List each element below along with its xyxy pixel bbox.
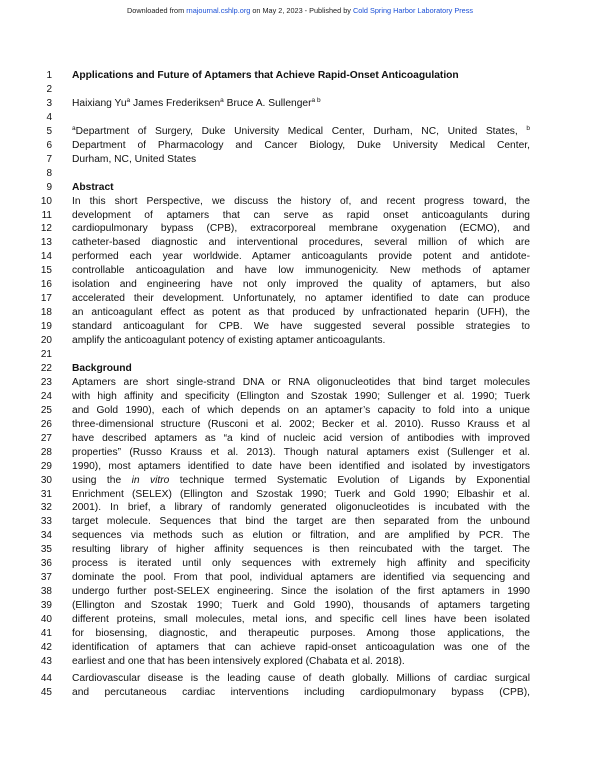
line-number: 25 — [40, 404, 52, 416]
manuscript-line — [0, 125, 600, 138]
manuscript-line — [0, 167, 600, 180]
paper-title: Applications and Future of Aptamers that Achieve Rapid-Onset Anticoagulation — [72, 70, 459, 81]
line-number: 21 — [40, 349, 52, 360]
line-number: 2 — [46, 83, 52, 95]
line-number: 23 — [40, 376, 52, 388]
manuscript-line — [0, 292, 600, 305]
line-number: 15 — [40, 265, 52, 277]
line-number: 18 — [40, 307, 52, 319]
line-number: 20 — [40, 335, 52, 346]
line-text: Enrichment (SELEX) (Ellington and Szostak 1990; Tuerk and Gold 1990; Elbashir et al. — [72, 488, 530, 500]
line-text: (Ellington and Szostak 1990; Tuerk and Gold 1990), thousands of aptamers targeting — [72, 600, 530, 612]
line-number: 6 — [46, 139, 52, 151]
line-text: Department of Pharmacology and Cancer Biology, Duke University Medical Center, — [72, 139, 530, 151]
line-text: resulting library of higher affinity sequences is then reincubated with the target. The — [72, 544, 530, 556]
line-number: 29 — [40, 460, 52, 472]
manuscript-line — [0, 557, 600, 570]
text-run: Bruce A. Sullenger — [223, 97, 312, 109]
line-number: 7 — [46, 153, 52, 165]
manuscript-line — [0, 672, 600, 685]
manuscript-line — [0, 488, 600, 501]
line-number: 3 — [46, 97, 52, 109]
manuscript-line — [0, 153, 600, 166]
line-text: In this short Perspective, we discuss the history of, and recent progress toward, the — [72, 195, 530, 207]
line-number: 33 — [40, 516, 52, 528]
line-text: properties” (Russo Krauss et al. 2013). Though natural aptamers exist (Sullenger et al. — [72, 446, 530, 458]
line-text: have described aptamers as “a kind of nucleic acid version of antibodies with improved — [72, 432, 530, 444]
line-text: an anticoagulant effect as potent as that produced by unfractionated heparin (UFH), the — [72, 307, 530, 319]
publisher-link[interactable]: Cold Spring Harbor Laboratory Press — [352, 6, 473, 15]
section-heading: Background — [72, 362, 132, 374]
line-number: 38 — [40, 586, 52, 598]
line-number: 10 — [40, 195, 52, 207]
line-number: 43 — [40, 655, 52, 667]
manuscript-line — [0, 655, 600, 668]
line-number: 32 — [40, 502, 52, 514]
affiliation-mark: a — [126, 96, 131, 104]
manuscript-line — [0, 627, 600, 640]
line-number: 28 — [40, 446, 52, 458]
line-text: Cardiovascular disease is the leading cause of death globally. Millions of cardiac surgical — [72, 672, 530, 684]
manuscript-line — [0, 460, 600, 473]
line-text: identification of aptamers that can achieve rapid-onset anticoagulation was one of the — [72, 641, 530, 653]
line-number: 35 — [40, 544, 52, 556]
line-text: controllable anticoagulation and have low immunogenicity. New methods of aptamer — [72, 265, 530, 277]
line-number: 16 — [40, 279, 52, 291]
manuscript-line — [0, 222, 600, 235]
manuscript-line — [0, 585, 600, 598]
affiliation-mark: a — [72, 124, 76, 132]
manuscript-line — [0, 686, 600, 699]
line-number: 31 — [40, 488, 52, 500]
line-text: and percutaneous cardiac interventions including cardiopulmonary bypass (CPB), — [72, 686, 530, 698]
line-number: 44 — [40, 672, 52, 684]
manuscript-line — [0, 320, 600, 333]
manuscript-line — [0, 599, 600, 612]
line-text: earliest and one that has been intensively explored (Chabata et al. 2018). — [72, 655, 405, 667]
download-banner — [0, 6, 600, 15]
line-number: 37 — [40, 572, 52, 584]
line-number: 30 — [40, 474, 52, 486]
manuscript-line — [0, 97, 600, 110]
line-text: catheter-based diagnostic and interventional procedures, several million of which are — [72, 237, 530, 249]
line-text: target molecule. Sequences that bind the target are then separated from the unbound — [72, 516, 530, 528]
line-number: 26 — [40, 418, 52, 430]
manuscript-line — [0, 306, 600, 319]
section-heading: Abstract — [72, 181, 114, 193]
line-text: performed each year worldwide. Aptamer anticoagulants provide potent and antidote- — [72, 251, 530, 263]
line-text: dominate the pool. From that pool, individual aptamers are identified via sequencing and — [72, 572, 530, 584]
affiliation-mark: a — [220, 96, 224, 104]
manuscript-line — [0, 529, 600, 542]
manuscript-line — [0, 613, 600, 626]
manuscript-line — [0, 250, 600, 263]
affiliation-mark: b — [526, 124, 530, 132]
line-text: for biosensing, diagnostic, and therapeutic purposes. Among those applications, the — [72, 628, 530, 639]
line-text: and Gold 1990), each of which depends on an aptamer’s capacity to fold into a unique — [72, 404, 530, 416]
manuscript-line — [0, 334, 600, 347]
banner-prefix: Downloaded from — [127, 6, 187, 15]
banner-middle: on May 2, 2023 - Published by — [250, 6, 353, 15]
text-run: Department of Surgery, Duke University Medical Center, Durham, NC, United States, — [75, 125, 527, 137]
manuscript-line — [0, 543, 600, 556]
manuscript-line — [0, 390, 600, 403]
line-number: 41 — [40, 628, 52, 639]
manuscript-line — [0, 474, 600, 487]
line-number: 13 — [40, 237, 52, 249]
line-text: sequences via methods such as elution or filtration, and are amplified by PCR. The — [72, 530, 530, 542]
line-text: Aptamers are short single-strand DNA or RNA oligonucleotides that bind target molecules — [72, 376, 530, 388]
line-number: 22 — [40, 362, 52, 374]
manuscript-line — [0, 181, 600, 194]
manuscript-line — [0, 348, 600, 361]
line-number: 34 — [40, 530, 52, 542]
text-run: James Frederiksen — [130, 97, 221, 109]
text-run: in vitro — [131, 474, 170, 486]
manuscript-line — [0, 404, 600, 417]
line-number: 24 — [40, 390, 52, 402]
manuscript-line — [0, 362, 600, 375]
manuscript-line — [0, 501, 600, 514]
manuscript-line — [0, 278, 600, 291]
line-text — [72, 97, 530, 110]
manuscript-line — [0, 195, 600, 208]
line-number: 36 — [40, 558, 52, 570]
manuscript-line — [0, 376, 600, 389]
manuscript-line — [0, 571, 600, 584]
manuscript-line — [0, 139, 600, 152]
line-text: 2001). In brief, a library of randomly generated oligonucleotides is incubated with the — [72, 502, 530, 514]
text-run: using the — [72, 474, 132, 486]
manuscript-line — [0, 641, 600, 654]
journal-site-link[interactable]: rnajournal.cshlp.org — [186, 6, 251, 15]
manuscript-line — [0, 111, 600, 124]
line-number: 4 — [46, 111, 52, 123]
manuscript-line — [0, 515, 600, 528]
manuscript-line — [0, 446, 600, 459]
manuscript-line — [0, 264, 600, 277]
line-text: undergo further post-SELEX engineering. Since the isolation of the first aptamers in 1990 — [72, 586, 530, 598]
line-text: standard anticoagulant for CPB. We have suggested several possible strategies to — [72, 321, 530, 333]
manuscript-line — [0, 418, 600, 431]
line-text: 1990), most aptamers identified to date have been identified and isolated by investigators — [72, 460, 530, 472]
line-number: 14 — [40, 251, 52, 263]
line-number: 45 — [40, 686, 52, 698]
line-text — [72, 474, 530, 487]
line-text: different proteins, small molecules, metal ions, and specific cell lines have been isolated — [72, 614, 530, 625]
line-text: amplify the anticoagulant potency of existing aptamer anticoagulants. — [72, 335, 386, 346]
affiliation-mark: a b — [311, 96, 321, 104]
line-number: 5 — [46, 125, 52, 137]
line-text: process is iterated until only sequences with extremely high affinity and specificity — [72, 558, 530, 570]
manuscript-line — [0, 69, 600, 82]
line-number: 9 — [46, 181, 52, 193]
text-run: technique termed Systematic Evolution of Ligands by Exponential — [169, 474, 530, 486]
line-text: accelerated their development. Unfortunately, no aptamer identified to date can produce — [72, 293, 530, 305]
line-number: 17 — [40, 293, 52, 305]
manuscript-line — [0, 432, 600, 445]
text-run: Haixiang Yu — [72, 97, 127, 109]
line-text — [72, 125, 530, 138]
line-number: 27 — [40, 432, 52, 444]
line-number: 11 — [41, 209, 52, 221]
line-number: 8 — [46, 167, 52, 179]
manuscript-line — [0, 83, 600, 96]
line-text: with high affinity and specificity (Ellington and Szostak 1990; Sullenger et al. 1990; Tuerk — [72, 390, 530, 402]
line-text: cardiopulmonary bypass (CPB), extracorporeal membrane oxygenation (ECMO), and — [72, 223, 530, 235]
manuscript-line — [0, 236, 600, 249]
line-text: Durham, NC, United States — [72, 153, 197, 165]
line-number: 40 — [40, 614, 52, 625]
manuscript-line — [0, 209, 600, 222]
line-number: 12 — [40, 223, 52, 235]
line-number: 39 — [40, 600, 52, 612]
line-number: 42 — [40, 641, 52, 653]
line-text: three-dimensional structure (Rusconi et al. 2002; Becker et al. 2010). Russo Krauss et al — [72, 418, 530, 430]
line-number: 1 — [46, 70, 52, 81]
line-text: isolation and engineering have not only improved the quality of aptamers, but also — [72, 279, 530, 291]
line-text: development of aptamers that can serve as rapid onset anticoagulants during — [72, 209, 530, 221]
line-number: 19 — [40, 321, 52, 333]
